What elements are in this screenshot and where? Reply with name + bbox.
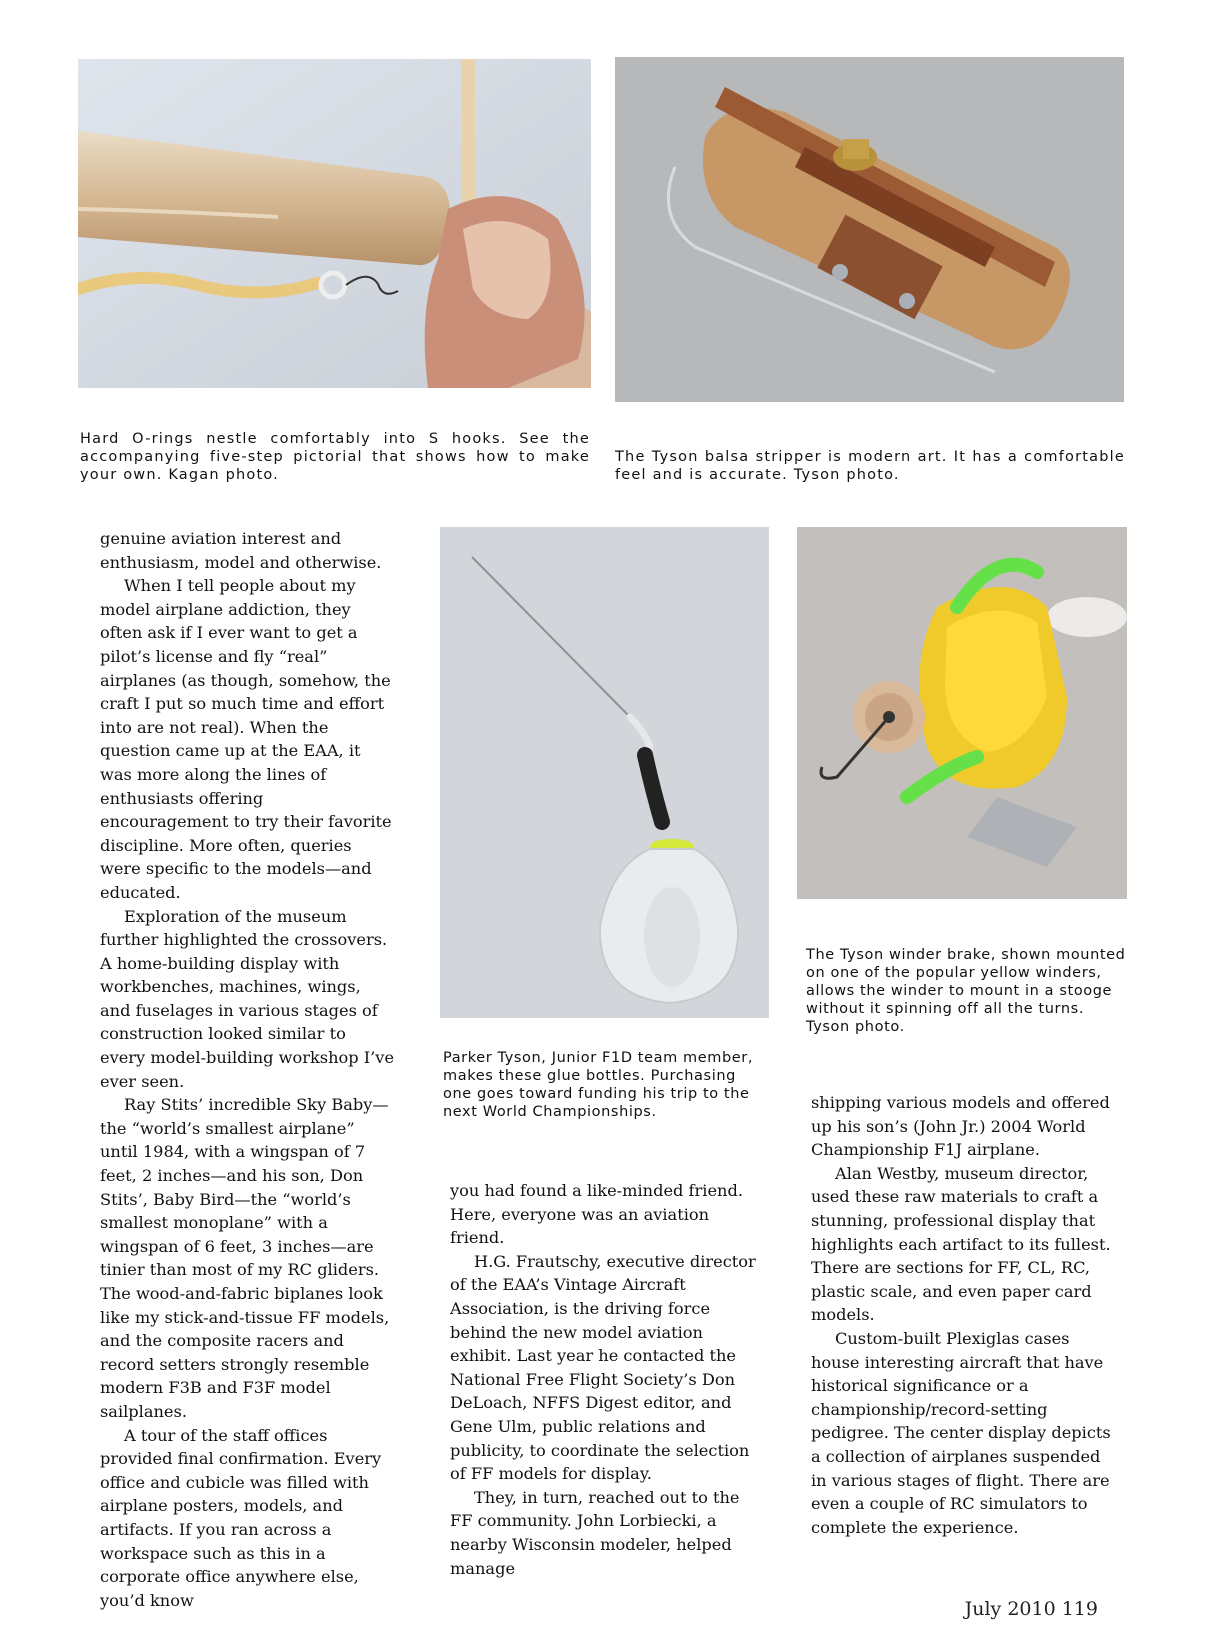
page-folio: July 2010 119 [964,1598,1098,1620]
article-column-1 [100,527,396,1612]
balsa-stripper-photo [615,57,1124,402]
col2-paragraph: H.G. Frautschy, executive director of the EAA’s Vintage Aircraft Association, is the driving force behind the new model aviation exhibit. Last year he contacted the National Free Flight Society’s Don DeLoach, NFFS Digest editor, and Gene Ulm, public relations and publicity, to coordinate the selection of FF models for display. [450,1251,756,1484]
col1-paragraph: Exploration of the museum further highlighted the crossovers. A home-building display with workbenches, machines, wings, and fuselages in various stages of construction looked similar to every model-building workshop I’ve ever seen. [100,906,395,1091]
stripper-caption: The Tyson balsa stripper is modern art. It has a comfortable feel and is accurate. Tyson photo. [615,449,1125,483]
col1-paragraph: genuine aviation interest and enthusiasm, model and otherwise. [100,529,382,572]
col3-paragraph: shipping various models and offered up his son’s (John Jr.) 2004 World Championship F1J airplane. [811,1093,1110,1160]
glue-bottle-photo [440,527,769,1018]
col2-paragraph: you had found a like-minded friend. Here, everyone was an aviation friend. [450,1181,743,1248]
article-column-3 [811,1091,1121,1539]
col1-paragraph: When I tell people about my model airplane addiction, they often ask if I ever want to get a pilot’s license and fly “real” airplanes (as though, somehow, the craft I put so much time and effort into are not real). When the question came up at the EAA, it was more along the lines of enthusiasts offering encouragement to try their favorite discipline. More often, queries were specific to the models—and educated. [100,576,392,902]
col1-paragraph: Ray Stits’ incredible Sky Baby—the “world’s smallest airplane” until 1984, with a wingspan of 7 feet, 2 inches—and his son, Don Stits’, Baby Bird—the “world’s smallest monoplane” with a wingspan of 6 feet, 3 inches—are tinier than most of my RC gliders. The wood-and-fabric biplanes look like my stick-and-tissue FF models, and the composite racers and record setters strongly resemble modern F3B and F3F model sailplanes. [100,1095,390,1421]
o-ring-caption: Hard O-rings nestle comfortably into S hooks. See the accompanying five-step pictorial that shows how to make your own. Kagan photo. [80,431,590,483]
col1-paragraph: A tour of the staff offices provided final confirmation. Every office and cubicle was filled with airplane posters, models, and artifacts. If you ran across a workspace such as this in a corporate office anywhere else, you’d know [100,1425,382,1610]
winder-brake-caption: The Tyson winder brake, shown mounted on one of the popular yellow winders, allows the winder to mount in a stooge without it spinning off all the turns. Tyson photo. [806,947,1126,1035]
col2-paragraph: They, in turn, reached out to the FF community. John Lorbiecki, a nearby Wisconsin modeler, helped manage [450,1487,740,1578]
o-ring-s-hook-photo [78,59,591,388]
col3-paragraph: Custom-built Plexiglas cases house interesting aircraft that have historical significance or a championship/record-setting pedigree. The center display depicts a collection of airplanes suspended in various stages of flight. There are even a couple of RC simulators to complete the experience. [811,1328,1111,1537]
col3-paragraph: Alan Westby, museum director, used these raw materials to craft a stunning, professional display that highlights each artifact to its fullest. There are sections for FF, CL, RC, plastic scale, and even paper card models. [811,1163,1111,1325]
article-column-2 [450,1179,765,1580]
winder-brake-photo [797,527,1127,899]
glue-bottle-caption: Parker Tyson, Junior F1D team member, makes these glue bottles. Purchasing one goes toward funding his trip to the next World Championships. [443,1050,754,1120]
